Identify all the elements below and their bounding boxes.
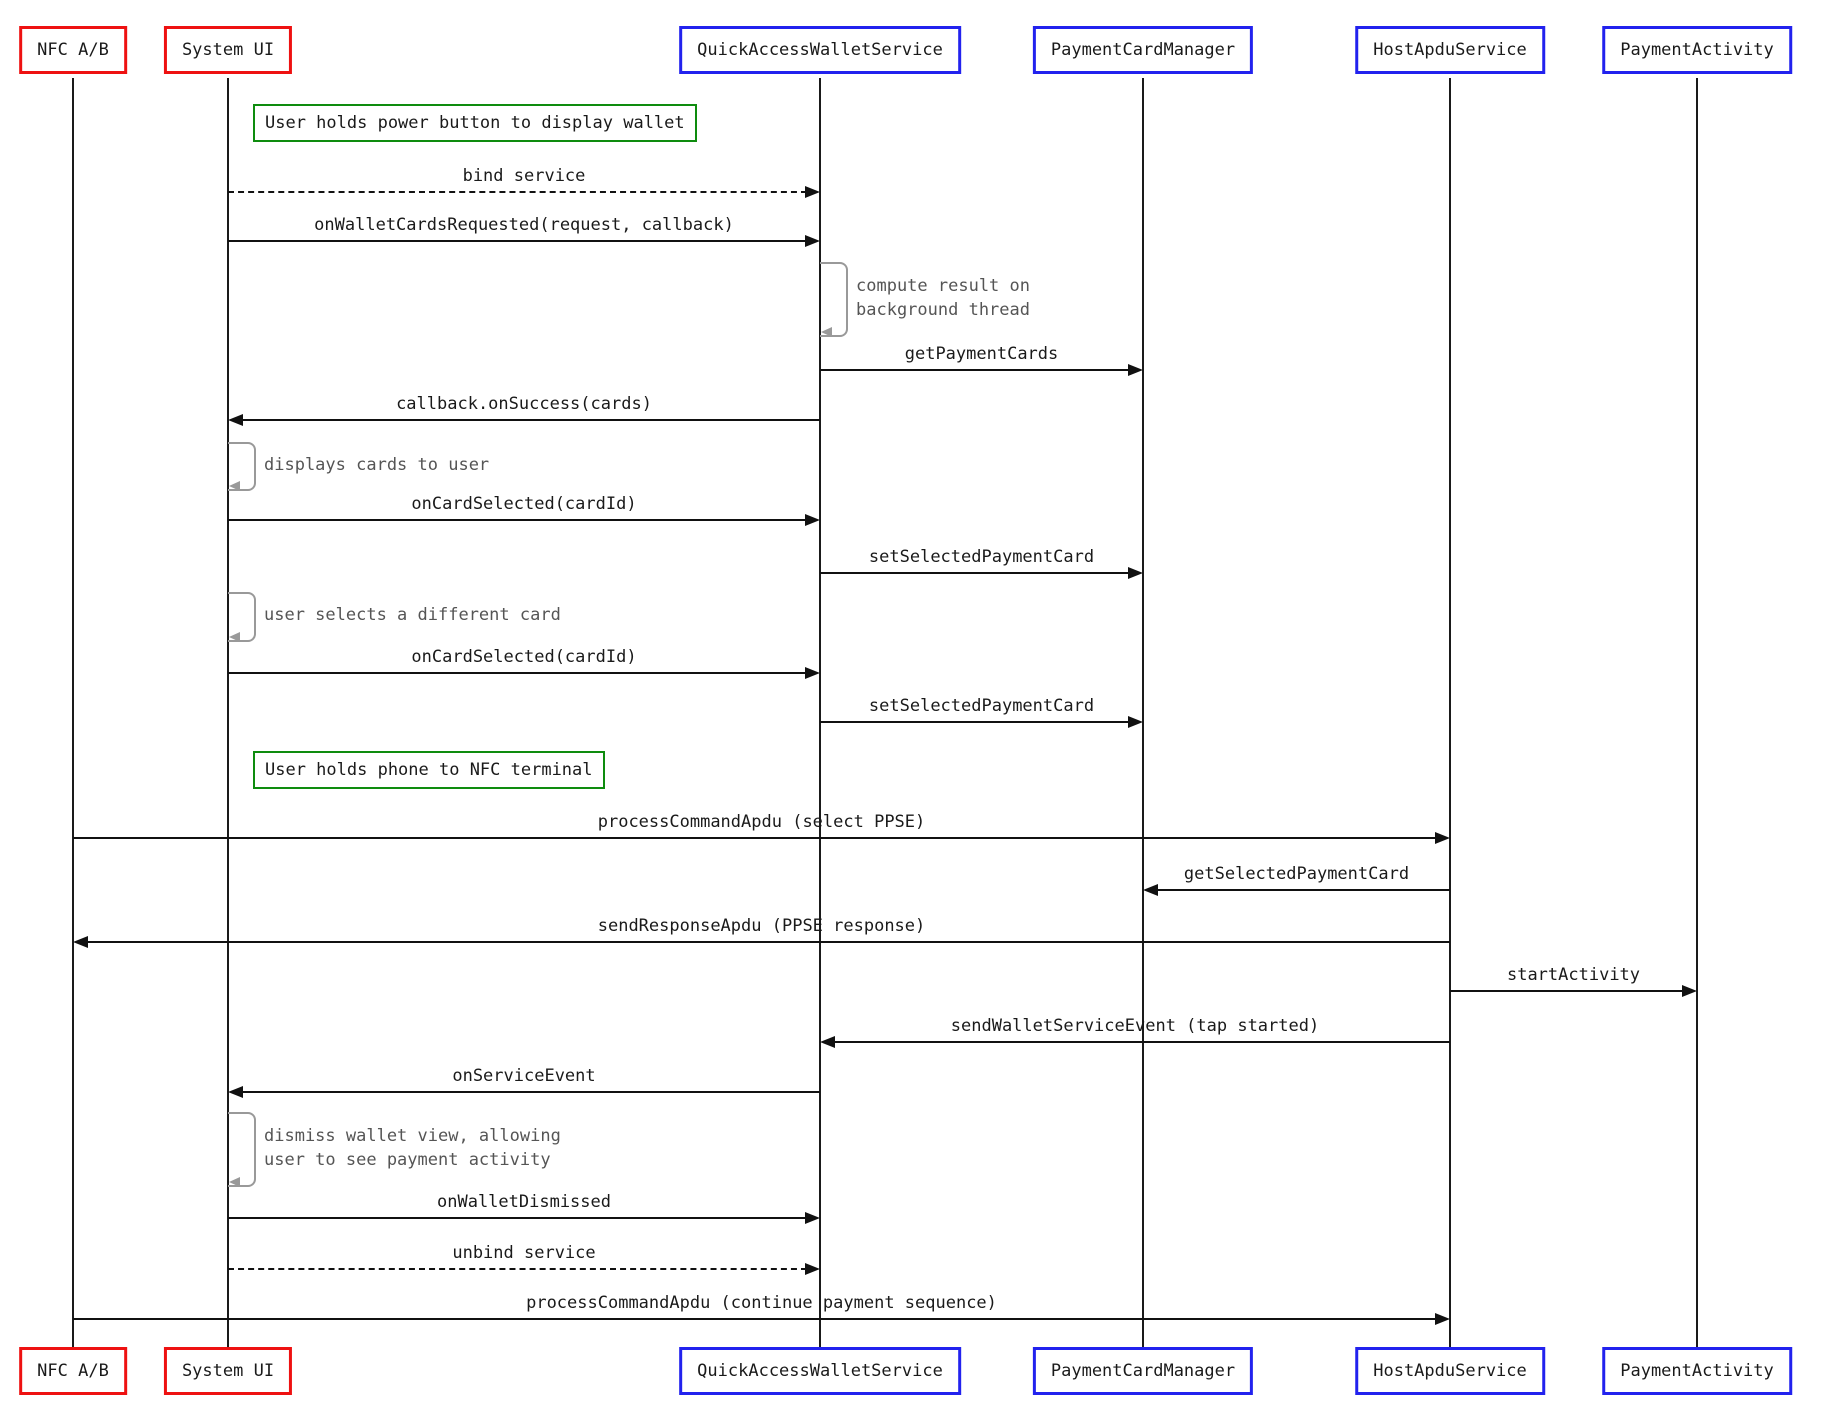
arrowhead-icon: [805, 1263, 820, 1275]
message-label-10: getSelectedPaymentCard: [1183, 864, 1410, 884]
self-arrowhead-icon: [229, 481, 240, 491]
arrowhead-icon: [805, 667, 820, 679]
message-label-8: setSelectedPaymentCard: [868, 696, 1095, 716]
arrowhead-icon: [73, 936, 88, 948]
actor-bottom-box-nfc: NFC A/B: [19, 1347, 127, 1395]
actor-top-box-pa: PaymentActivity: [1602, 26, 1792, 74]
message-line-16: [228, 1268, 807, 1270]
lifeline-pa: [1696, 78, 1698, 1347]
self-call-label-line: displays cards to user: [264, 454, 490, 475]
message-line-1: [228, 191, 807, 193]
note-1: User holds power button to display wallet: [253, 104, 697, 142]
actor-top-box-qaws: QuickAccessWalletService: [679, 26, 961, 74]
message-line-5: [228, 519, 807, 521]
arrowhead-icon: [228, 1086, 243, 1098]
message-label-6: setSelectedPaymentCard: [868, 547, 1095, 567]
message-label-12: startActivity: [1506, 965, 1641, 985]
self-call-label-line: user selects a different card: [264, 605, 561, 625]
self-call-label-line: background thread: [856, 299, 1030, 320]
message-label-2: onWalletCardsRequested(request, callback): [314, 215, 734, 235]
message-line-11: [86, 941, 1450, 943]
arrowhead-icon: [805, 1212, 820, 1224]
message-label-4: callback.onSuccess(cards): [396, 394, 652, 414]
message-line-9: [73, 837, 1437, 839]
arrowhead-icon: [1128, 567, 1143, 579]
actor-top-box-has: HostApduService: [1355, 26, 1545, 74]
message-line-3: [820, 369, 1130, 371]
arrowhead-icon: [1435, 1313, 1450, 1325]
arrowhead-icon: [1128, 364, 1143, 376]
arrowhead-icon: [1128, 716, 1143, 728]
self-arrowhead-icon: [229, 632, 240, 642]
message-label-16: unbind service: [452, 1243, 596, 1263]
message-line-8: [820, 721, 1130, 723]
lifeline-nfc: [72, 78, 74, 1347]
actor-bottom-box-qaws: QuickAccessWalletService: [679, 1347, 961, 1395]
arrowhead-icon: [1435, 832, 1450, 844]
self-arrowhead-icon: [821, 327, 832, 337]
message-line-15: [228, 1217, 807, 1219]
lifeline-pcm: [1142, 78, 1144, 1347]
actor-bottom-box-has: HostApduService: [1355, 1347, 1545, 1395]
self-call-label-line: dismiss wallet view, allowing: [264, 1125, 561, 1146]
actor-bottom-box-sysui: System UI: [164, 1347, 292, 1395]
message-label-14: onServiceEvent: [452, 1066, 596, 1086]
actor-bottom-box-pcm: PaymentCardManager: [1033, 1347, 1253, 1395]
message-label-3: getPaymentCards: [904, 344, 1059, 364]
message-line-6: [820, 572, 1130, 574]
self-arrowhead-icon: [229, 1177, 240, 1187]
message-label-11: sendResponseApdu (PPSE response): [597, 916, 926, 936]
message-label-7: onCardSelected(cardId): [411, 647, 637, 667]
message-line-13: [833, 1041, 1450, 1043]
actor-top-box-sysui: System UI: [164, 26, 292, 74]
message-label-1: bind service: [462, 166, 586, 186]
lifeline-has: [1449, 78, 1451, 1347]
message-line-7: [228, 672, 807, 674]
arrowhead-icon: [805, 186, 820, 198]
message-label-17: processCommandApdu (continue payment sequence): [526, 1293, 997, 1313]
self-call-label-line: user to see payment activity: [264, 1149, 551, 1170]
actor-bottom-box-pa: PaymentActivity: [1602, 1347, 1792, 1395]
actor-top-box-nfc: NFC A/B: [19, 26, 127, 74]
arrowhead-icon: [805, 514, 820, 526]
message-line-4: [241, 419, 820, 421]
self-call-label-line: compute result on: [856, 275, 1030, 296]
message-line-2: [228, 240, 807, 242]
actor-top-box-pcm: PaymentCardManager: [1033, 26, 1253, 74]
arrowhead-icon: [1143, 884, 1158, 896]
message-line-17: [73, 1318, 1437, 1320]
arrowhead-icon: [1682, 985, 1697, 997]
message-label-9: processCommandApdu (select PPSE): [597, 812, 926, 832]
self-call-bracket-1: [820, 262, 848, 337]
message-line-12: [1450, 990, 1684, 992]
message-label-5: onCardSelected(cardId): [411, 494, 637, 514]
message-line-14: [241, 1091, 820, 1093]
message-label-13: sendWalletServiceEvent (tap started): [950, 1016, 1320, 1036]
message-label-15: onWalletDismissed: [437, 1192, 611, 1212]
message-line-10: [1156, 889, 1450, 891]
arrowhead-icon: [228, 414, 243, 426]
self-call-bracket-4: [228, 1112, 256, 1187]
note-2: User holds phone to NFC terminal: [253, 751, 605, 789]
arrowhead-icon: [820, 1036, 835, 1048]
arrowhead-icon: [805, 235, 820, 247]
